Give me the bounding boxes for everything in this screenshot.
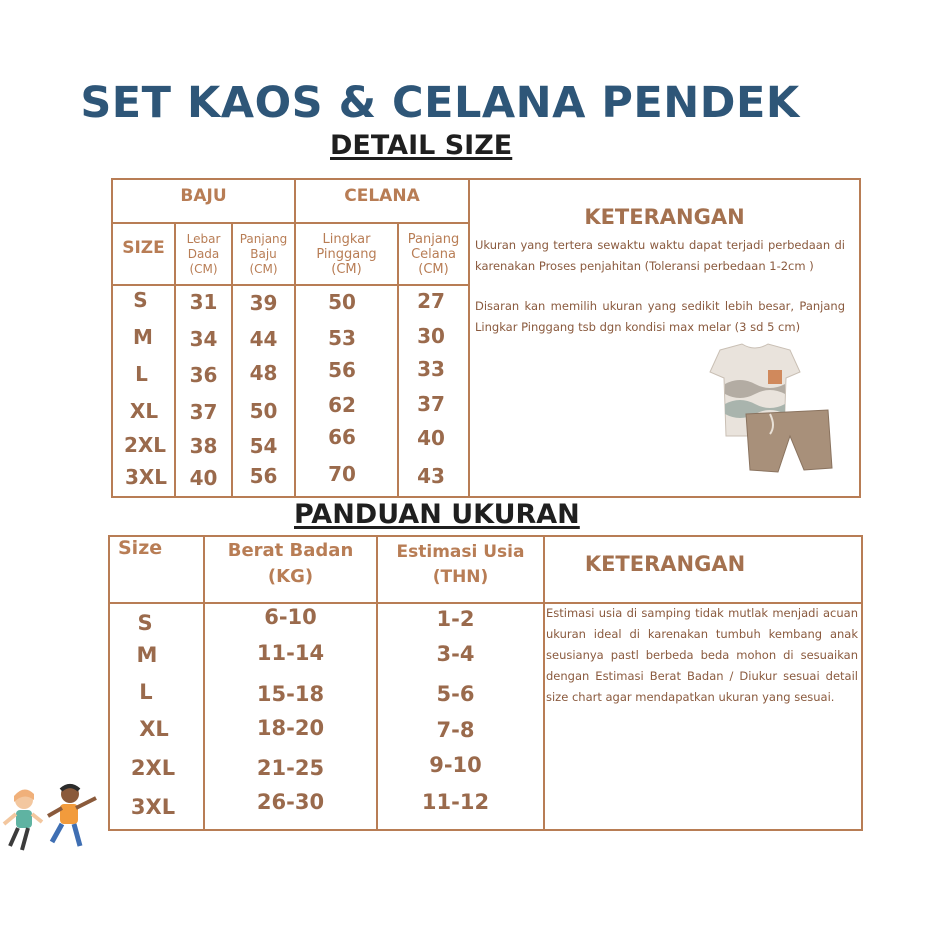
panduan-ukuran-heading: PANDUAN UKURAN [294, 499, 580, 530]
berat-cell: 18-20 [256, 716, 325, 740]
lebar-dada-cell: 31 [189, 290, 218, 314]
size-cell: 3XL [124, 465, 168, 489]
berat-cell: 21-25 [256, 756, 325, 780]
panjang-baju-cell: 48 [249, 361, 278, 385]
size-cell: XL [139, 717, 169, 741]
panjang-celana-cell: 43 [417, 464, 445, 488]
lingkar-pinggang-cell: 62 [328, 393, 356, 417]
col-usia-header: Estimasi Usia (THN) [396, 542, 525, 587]
usia-cell: 11-12 [421, 790, 490, 814]
usia-cell: 7-8 [436, 718, 475, 742]
usia-cell: 1-2 [436, 607, 475, 631]
berat-cell: 11-14 [256, 641, 325, 665]
lebar-dada-cell: 34 [189, 327, 218, 351]
col-lingkar-pinggang-header: Lingkar Pinggang (CM) [316, 232, 377, 277]
berat-cell: 6-10 [264, 605, 317, 629]
col-size-header-2: Size [118, 537, 163, 559]
size-cell: S [133, 288, 148, 312]
page-title: SET KAOS & CELANA PENDEK [80, 78, 800, 128]
lebar-dada-cell: 38 [189, 434, 218, 458]
lingkar-pinggang-cell: 66 [328, 425, 356, 449]
lebar-dada-cell: 40 [189, 466, 218, 490]
group-celana-header: CELANA [344, 186, 420, 206]
usia-cell: 9-10 [429, 753, 482, 777]
shorts-icon [746, 410, 832, 472]
lebar-dada-cell: 37 [189, 400, 218, 424]
panjang-celana-cell: 27 [417, 289, 445, 313]
girl-icon [4, 789, 42, 850]
panjang-celana-cell: 37 [417, 392, 445, 416]
panjang-baju-cell: 39 [249, 291, 278, 315]
usia-cell: 5-6 [436, 682, 475, 706]
size-cell: 3XL [130, 795, 176, 819]
panjang-baju-cell: 56 [249, 464, 278, 488]
group-baju-header: BAJU [180, 186, 227, 206]
panjang-baju-cell: 54 [249, 434, 278, 458]
keterangan-text-1: Ukuran yang tertera sewaktu waktu dapat terjadi perbedaan di karenakan Proses penjahitan (Toleransi perbedaan 1-2cm ) [475, 238, 845, 273]
usia-cell: 3-4 [436, 642, 475, 666]
size-cell: L [139, 680, 153, 704]
size-cell: S [137, 611, 153, 635]
detail-size-heading: DETAIL SIZE [330, 130, 513, 161]
lingkar-pinggang-cell: 50 [328, 290, 356, 314]
panduan-keterangan-text: Estimasi usia di samping tidak mutlak menjadi acuan ukuran ideal di karenakan tumbuh kembang anak seusianya pastl berbeda beda mohon di sesuaikan dengan Estimasi Berat Badan / Diukur sesuai detail size chart agar mendapatkan ukuran yang sesuai. [546, 606, 858, 704]
kids-running-illustration [0, 780, 105, 860]
panjang-celana-cell: 40 [417, 426, 445, 450]
size-cell: L [135, 362, 148, 386]
lebar-dada-cell: 36 [189, 363, 218, 387]
panjang-baju-cell: 44 [249, 327, 278, 351]
lingkar-pinggang-cell: 56 [328, 358, 356, 382]
outfit-illustration [700, 340, 840, 480]
col-lebar-dada-header: Lebar Dada (CM) [186, 232, 221, 276]
size-cell: XL [129, 399, 159, 423]
boy-icon [48, 785, 96, 846]
berat-cell: 26-30 [256, 790, 325, 814]
panjang-celana-cell: 33 [417, 357, 445, 381]
lingkar-pinggang-cell: 70 [328, 462, 356, 486]
size-cell: M [136, 643, 158, 667]
panjang-baju-cell: 50 [249, 399, 278, 423]
size-cell: 2XL [123, 433, 167, 457]
keterangan-text-2: Disaran kan memilih ukuran yang sedikit lebih besar, Panjang Lingkar Pinggang tsb dgn kondisi max melar (3 sd 5 cm) [475, 299, 845, 334]
col-panjang-celana-header: Panjang Celana (CM) [407, 232, 460, 277]
panjang-celana-cell: 30 [417, 324, 445, 348]
lingkar-pinggang-cell: 53 [328, 326, 356, 350]
col-berat-header: Berat Badan (KG) [227, 540, 354, 587]
size-cell: M [133, 325, 153, 349]
size-cell: 2XL [130, 756, 176, 780]
berat-cell: 15-18 [256, 682, 325, 706]
col-keterangan-header: KETERANGAN [584, 552, 746, 576]
col-size-header: SIZE [122, 238, 165, 258]
keterangan-title: KETERANGAN [584, 205, 745, 229]
col-panjang-baju-header: Panjang Baju (CM) [239, 232, 288, 276]
